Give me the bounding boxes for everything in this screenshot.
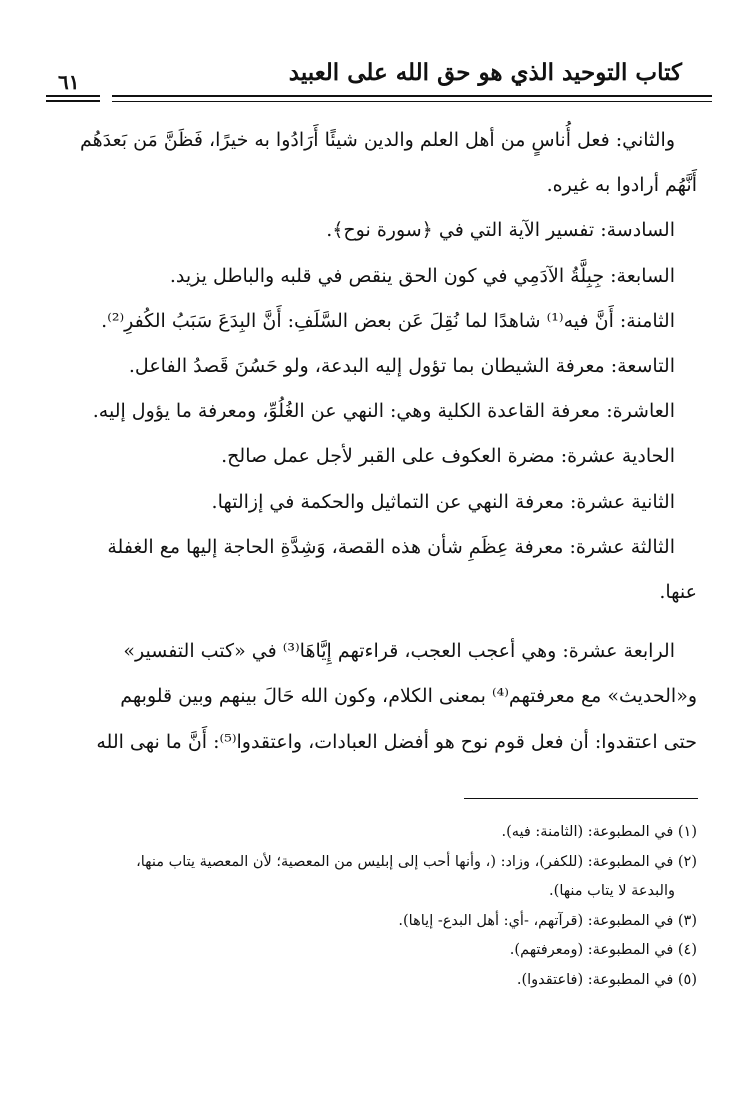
text-line: أَنَّهُم أرادوا به غيره. — [546, 174, 697, 197]
text-line: والثاني: فعل أُناسٍ من أهل العلم والدين شيئًا أَرَادُوا به خيرًا، فَظَنَّ مَن بَعدَهُم — [80, 129, 675, 151]
main-text — [64, 118, 697, 765]
text-line: الرابعة عشرة: وهي أعجب العجب، قراءتهم إِيَّاهَا⁽³⁾ في «كتب التفسير» — [123, 640, 675, 663]
footnote-2-continued: والبدعة لا يتاب منها). — [549, 883, 675, 899]
text-line: التاسعة: معرفة الشيطان بما تؤول إليه البدعة، ولو حَسُنَ قَصدُ الفاعل. — [128, 355, 675, 378]
page-number: ٦١ — [58, 70, 80, 94]
footnote-5: (٥) في المطبوعة: (فاعتقدوا). — [516, 971, 697, 988]
text-line: حتى اعتقدوا: أن فعل قوم نوح هو أفضل العبادات، واعتقدوا⁽⁵⁾: أَنَّ ما نهى الله — [96, 730, 697, 753]
footnote-3: (٣) في المطبوعة: (قرآتهم، -أي: أهل البدع- إياها). — [398, 912, 697, 929]
header-rule-thick — [112, 95, 712, 97]
footnote-1: (١) في المطبوعة: (الثامنة: فيه). — [501, 824, 697, 840]
text-line: السادسة: تفسير الآية التي في ﴿سورة نوح﴾. — [326, 219, 675, 242]
text-line: العاشرة: معرفة القاعدة الكلية وهي: النهي عن الغُلُوِّ، ومعرفة ما يؤول إليه. — [92, 400, 675, 423]
text-line: السابعة: جِبِلَّةُ الآدَمِي في كون الحق ينقص في قلبه والباطل يزيد. — [169, 264, 675, 287]
footnote-4: (٤) في المطبوعة: (ومعرفتهم). — [509, 942, 697, 958]
text-line: و«الحديث» مع معرفتهم⁽⁴⁾ بمعنى الكلام، وكون الله حَالَ بينهم وبين قلوبهم — [120, 685, 697, 708]
text-line: الثالثة عشرة: معرفة عِظَمِ شأن هذه القصة، وَشِدَّةِ الحاجة إليها مع الغفلة — [107, 535, 675, 558]
header-short-rule-bottom — [46, 100, 100, 102]
header-rule-thin — [112, 101, 712, 102]
text-line: عنها. — [659, 581, 697, 604]
running-title: كتاب التوحيد الذي هو حق الله على العبيد — [288, 59, 682, 86]
text-line: الثامنة: أَنَّ فيه⁽¹⁾ شاهدًا لما نُقِلَ عَن بعض السَّلَفِ: أَنَّ البِدَعَ سَبَبُ الكُفرِ⁽²⁾. — [101, 309, 675, 332]
page-header — [40, 56, 712, 106]
footnotes — [64, 818, 697, 995]
footnote-divider — [464, 798, 698, 799]
text-line: الثانية عشرة: معرفة النهي عن التماثيل والحكمة في إزالتها. — [211, 490, 675, 513]
header-short-rule-top — [46, 95, 100, 97]
text-line: الحادية عشرة: مضرة العكوف على القبر لأجل عمل صالح. — [221, 445, 675, 468]
footnote-2: (٢) في المطبوعة: (للكفر)، وزاد: (، وأنها أحب إلى إبليس من المعصية؛ لأن المعصية يتاب منها، — [136, 853, 697, 870]
